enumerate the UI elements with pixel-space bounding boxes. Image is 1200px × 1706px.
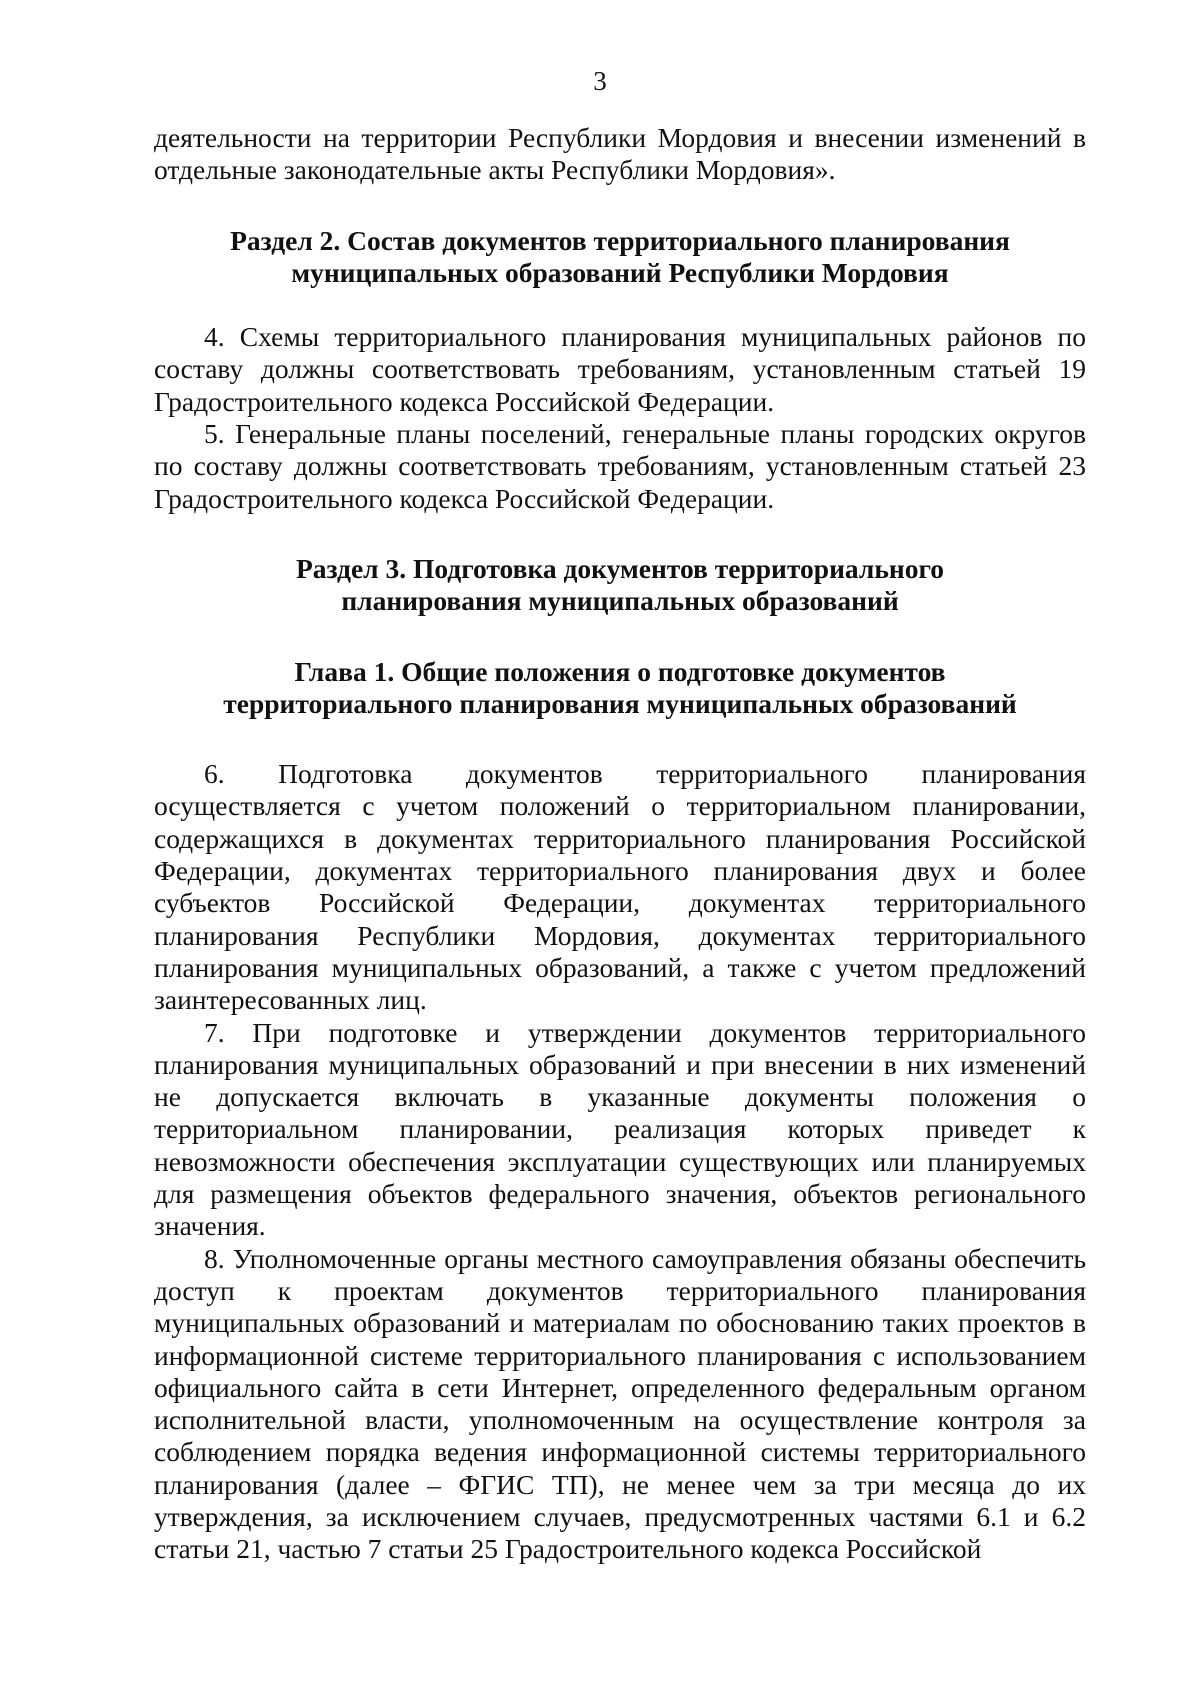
section-3-heading-line-1: Раздел 3. Подготовка документов территориального (295, 552, 945, 584)
intro-paragraph: деятельности на территории Республики Мордовия и внесении изменений в отдельные законодательные акты Республики Мордовия». (154, 122, 1086, 186)
paragraph-item-5: 5. Генеральные планы поселений, генеральные планы городских округов по составу должны соответствовать требованиям, установленным статьей 23 Градостроительного кодекса Российской Федерации. (154, 418, 1086, 514)
section-3-heading-line-2: планирования муниципальных образований (341, 585, 899, 617)
paragraph-item-6: 6. Подготовка документов территориального планирования осуществляется с учетом положений о территориальном планировании, содержащихся в документах территориального планирования Российской Федерации, документах территориального планирования двух и более субъектов Российской Федерации, документах территориального планирования Республики Мордовия, документах территориального планирования муниципальных образований, а также с учетом предложений заинтересованных лиц. (154, 758, 1086, 1016)
chapter-1-heading-line-1: Глава 1. Общие положения о подготовке документов (294, 655, 946, 687)
paragraph-item-4: 4. Схемы территориального планирования муниципальных районов по составу должны соответствовать требованиям, установленным статьей 19 Градостроительного кодекса Российской Федерации. (154, 321, 1086, 417)
chapter-1-heading (154, 656, 1086, 721)
section-3-heading (154, 553, 1086, 618)
paragraph-item-8: 8. Уполномоченные органы местного самоуправления обязаны обеспечить доступ к проектам документов территориального планирования муниципальных образований и материалам по обоснованию таких проектов в информационной системе территориального планирования с использованием официального сайта в сети Интернет, определенного федеральным органом исполнительной власти, уполномоченным на осуществление контроля за соблюдением порядка ведения информационной системы территориального планирования (далее – ФГИС ТП), не менее чем за три месяца до их утверждения, за исключением случаев, предусмотренных частями 6.1 и 6.2 статьи 21, частью 7 статьи 25 Градостроительного кодекса Российской (154, 1242, 1086, 1565)
page-number: 3 (593, 66, 607, 96)
document-body (154, 122, 1086, 1566)
chapter-1-heading-line-2: территориального планирования муниципальных образований (223, 687, 1017, 719)
section-2-heading-line-1: Раздел 2. Состав документов территориального планирования (230, 224, 1010, 256)
section-2-heading-line-2: муниципальных образований Республики Мордовия (291, 256, 949, 288)
section-2-heading (154, 225, 1086, 290)
paragraph-item-7: 7. При подготовке и утверждении документов территориального планирования муниципальных образований и при внесении в них изменений не допускается включать в указанные документы положения о территориальном планировании, реализация которых приведет к невозможности обеспечения эксплуатации существующих или планируемых для размещения объектов федерального значения, объектов регионального значения. (154, 1016, 1086, 1242)
